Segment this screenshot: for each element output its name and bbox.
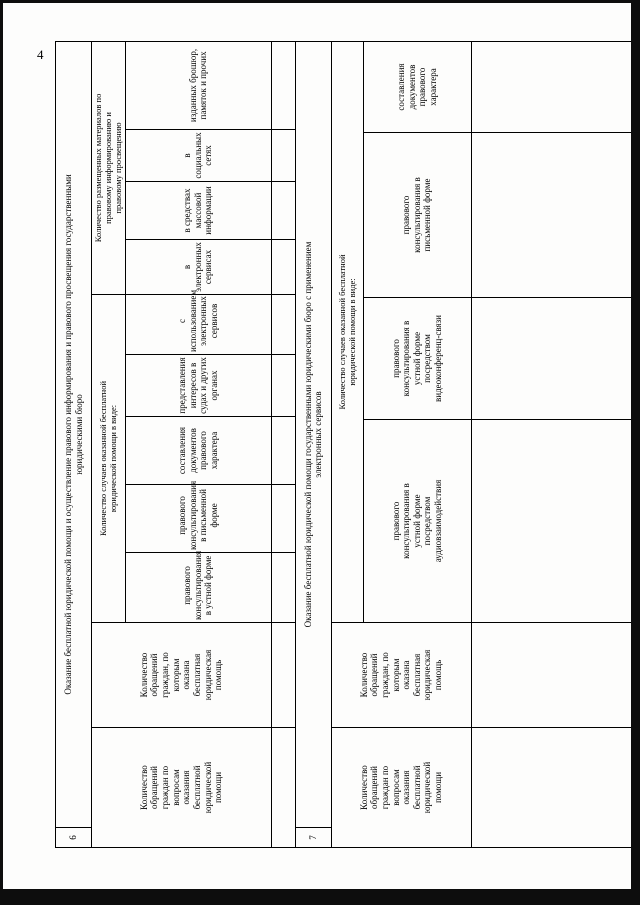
s7-sub-document-drafting-header [363, 42, 471, 133]
s6-sub-eservices-use-header [125, 289, 271, 355]
s6-data-cell [271, 623, 295, 728]
page [3, 3, 631, 889]
s6-sub-oral-consult-header [125, 550, 271, 623]
s6-data-cell [271, 295, 295, 355]
s7-data-cell [471, 623, 631, 728]
s6-sub-written-consult-label: правового консультирования в письменной форме [176, 480, 219, 550]
s6-sub-document-drafting-header [125, 417, 271, 485]
s6-sub-mat-massmedia-header [125, 182, 271, 240]
s7-col-requests-label: Количество обращений граждан по вопросам оказания бесплатной юридической помощи [358, 761, 443, 814]
s7-sub-document-drafting-label: составления документов правового характера [395, 63, 438, 111]
s7-sub-written-consult-header [363, 133, 471, 298]
section-7-number-cell [295, 828, 331, 848]
s6-group-materials-label: Количество размещенных материалов по правовому информированию и правовому просвещению [93, 93, 124, 243]
s7-col-requests-header [331, 728, 471, 848]
s6-sub-mat-massmedia-label: в средствах массовой информации [182, 186, 214, 235]
s6-group-cases-label: Количество случаев оказанной бесплатной юридической помощи в виде: [98, 380, 119, 537]
s6-data-cell [271, 417, 295, 485]
s7-sub-oral-audio-header [363, 420, 471, 623]
s6-data-cell [271, 182, 295, 240]
page-number: 4 [37, 47, 44, 62]
section-7-table [295, 41, 631, 848]
s6-sub-court-representation-label: представления интересов в судах и других органах [176, 357, 219, 414]
section-7-title: Оказание бесплатной юридической помощи государственными юридическими бюро с применением электронных сервисов [302, 241, 324, 628]
s6-sub-document-drafting-label: составления документов правового характера [176, 426, 219, 475]
s6-data-cell [271, 728, 295, 848]
s6-sub-eservices-use-label: с использованием электронных сервисов [176, 289, 219, 352]
s7-data-cell [471, 728, 631, 848]
s7-group-cases-label: Количество случаев оказанной бесплатной юридической помощи в виде: [336, 254, 357, 410]
s7-data-cell [471, 133, 631, 298]
s6-data-cell [271, 41, 295, 129]
s6-sub-written-consult-header [125, 480, 271, 553]
s6-sub-court-representation-header [125, 355, 271, 417]
section-7-number: 7 [307, 835, 318, 840]
s6-data-cell [271, 485, 295, 553]
s6-sub-oral-consult-label: правового консультирования в устной форме [182, 550, 214, 620]
s6-data-cell [271, 240, 295, 295]
s6-col-provided-header [92, 623, 272, 728]
s6-sub-mat-socialnetworks-header [125, 130, 271, 182]
s6-sub-mat-socialnetworks-label: в социальных сетях [182, 132, 214, 179]
s6-sub-mat-brochures-header [125, 41, 271, 129]
s6-group-materials-header [92, 41, 126, 294]
s6-sub-mat-brochures-label: изданных брошюр, памяток и прочих [187, 48, 209, 123]
s7-group-cases-header [331, 42, 363, 623]
s6-col-requests-label: Количество обращений граждан по вопросам оказания бесплатной юридической помощи [138, 761, 224, 814]
section-6-title: Оказание бесплатной юридической помощи и осуществление правового информирования и правового просвещения государственными юридическими бюро [62, 174, 84, 695]
rotated-form-content [55, 42, 631, 848]
section-7-title-cell [295, 42, 331, 828]
s7-col-provided-header [331, 623, 471, 728]
s6-sub-mat-eservices-label: в электронных сервисах [182, 242, 214, 292]
s7-data-cell [471, 42, 631, 133]
section-6-number-cell [56, 828, 92, 848]
s7-col-provided-label: Количество обращений граждан, по которым оказана бесплатная юридическая помощь [358, 649, 443, 701]
rotated-form-area [55, 42, 631, 849]
s7-data-cell [471, 298, 631, 420]
s6-col-requests-header [92, 728, 272, 848]
s7-sub-written-consult-label: правового консультирования в письменной форме [401, 177, 433, 253]
s7-sub-oral-audio-label: правового консультирования в устной форме посредством аудиовзаимодействия [390, 479, 444, 563]
section-6-number: 6 [68, 835, 79, 840]
s6-data-cell [271, 355, 295, 417]
s6-data-cell [271, 130, 295, 182]
section-6-table [55, 41, 296, 848]
s6-sub-mat-eservices-header [125, 240, 271, 295]
s7-sub-oral-video-label: правового консультирования в устной форме посредством видеоконференц-связи [390, 315, 444, 402]
section-6-title-cell [56, 41, 92, 827]
s6-data-cell [271, 553, 295, 623]
s7-data-cell [471, 420, 631, 623]
s7-sub-oral-video-header [363, 298, 471, 420]
s6-group-cases-header [92, 295, 126, 623]
s6-col-provided-label: Количество обращений граждан, по которым оказана бесплатная юридическая помощь [138, 649, 224, 701]
